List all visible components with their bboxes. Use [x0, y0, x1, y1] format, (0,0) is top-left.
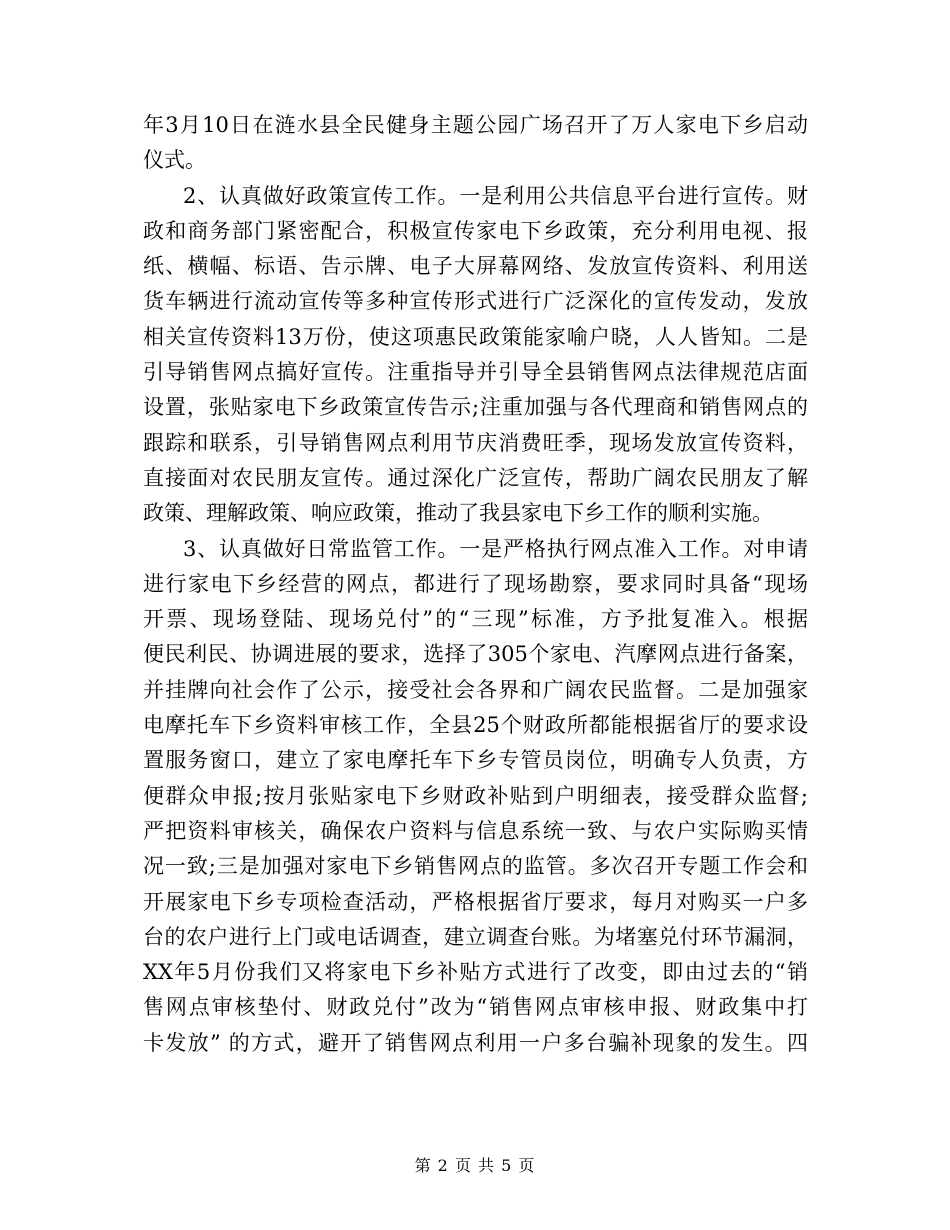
text-line: 置服务窗口，建立了家电摩托车下乡专管员岗位，明确专人负责，方: [143, 748, 808, 773]
text-line: 纸、横幅、标语、告示牌、电子大屏幕网络、发放宣传资料、利用送: [143, 254, 808, 279]
text-line: 售网点审核垫付、财政兑付”改为“销售网点审核申报、财政集中打: [143, 995, 808, 1020]
text-line: 电摩托车下乡资料审核工作，全县25个财政所都能根据省厅的要求设: [143, 713, 808, 738]
text-line: 况一致;三是加强对家电下乡销售网点的监管。多次召开专题工作会和: [143, 854, 808, 879]
page-footer: 第 2 页 共 5 页: [414, 1156, 536, 1175]
text-line: 严把资料审核关，确保农户资料与信息系统一致、与农户实际购买情: [143, 818, 808, 843]
text-line: XX年5月份我们又将家电下乡补贴方式进行了改变，即由过去的“销: [143, 960, 808, 985]
text-line: 并挂牌向社会作了公示，接受社会各界和广阔农民监督。二是加强家: [143, 677, 808, 702]
text-line: 货车辆进行流动宣传等多种宣传形式进行广泛深化的宣传发动，发放: [143, 289, 808, 314]
text-line: 相关宣传资料13万份，使这项惠民政策能家喻户晓，人人皆知。二是: [143, 324, 808, 349]
text-line: 年3月10日在涟水县全民健身主题公园广场召开了万人家电下乡启动: [143, 113, 808, 137]
text-line: 政策、理解政策、响应政策，推动了我县家电下乡工作的顺利实施。: [143, 501, 773, 526]
text-line: 进行家电下乡经营的网点，都进行了现场勘察，要求同时具备“现场: [143, 571, 808, 596]
text-line: 便民利民、协调进展的要求，选择了305个家电、汽摩网点进行备案，: [143, 642, 808, 667]
text-line: 跟踪和联系，引导销售网点利用节庆消费旺季，现场发放宣传资料，: [143, 430, 808, 455]
text-line: 引导销售网点搞好宣传。注重指导并引导全县销售网点法律规范店面: [143, 360, 808, 385]
text-line: 便群众申报;按月张贴家电下乡财政补贴到户明细表，接受群众监督;: [143, 783, 808, 808]
text-line: 直接面对农民朋友宣传。通过深化广泛宣传，帮助广阔农民朋友了解: [143, 465, 808, 490]
text-line: 3、认真做好日常监管工作。一是严格执行网点准入工作。对申请: [183, 536, 808, 561]
text-line: 设置，张贴家电下乡政策宣传告示;注重加强与各代理商和销售网点的: [143, 395, 808, 420]
document-body: [143, 108, 808, 1061]
text-line: 卡发放” 的方式，避开了销售网点利用一户多台骗补现象的发生。四: [143, 1030, 808, 1055]
text-line: 开展家电下乡专项检查活动，严格根据省厅要求，每月对购买一户多: [143, 889, 808, 914]
text-line: 2、认真做好政策宣传工作。一是利用公共信息平台进行宣传。财: [183, 183, 808, 208]
text-line: 开票、现场登陆、现场兑付”的“三现”标准，方予批复准入。根据: [143, 607, 808, 632]
text-line: 台的农户进行上门或电话调查，建立调查台账。为堵塞兑付环节漏洞，: [143, 924, 808, 949]
text-line: 仪式。: [143, 148, 206, 173]
text-line: 政和商务部门紧密配合，积极宣传家电下乡政策，充分利用电视、报: [143, 218, 808, 243]
